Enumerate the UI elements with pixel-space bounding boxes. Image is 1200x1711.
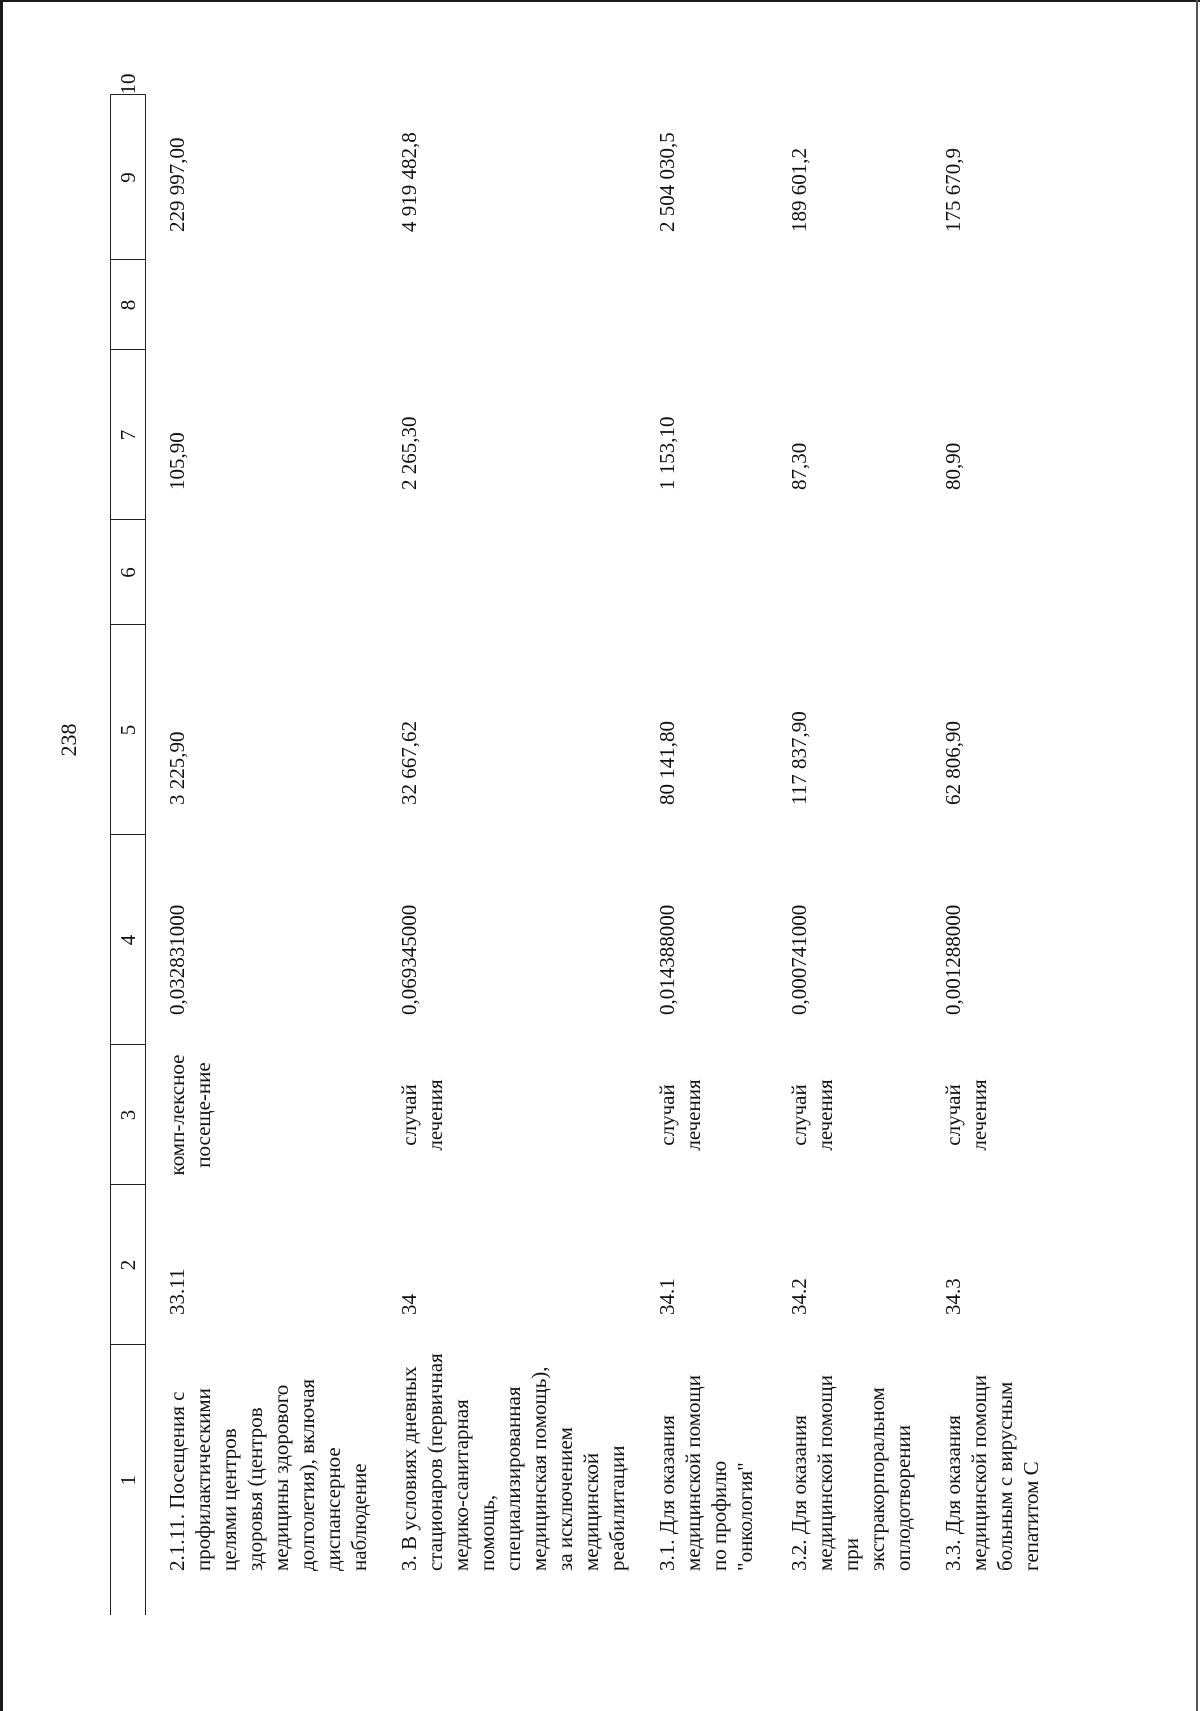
row-name: 3.3. Для оказания медицинской помощи больным с вирусным гепатитом С — [941, 1375, 1043, 1571]
row-code: 34.3 — [941, 1278, 965, 1315]
table-row — [640, 95, 772, 1615]
row-col-6 — [146, 520, 383, 625]
row-col-5: 62 806,90 — [941, 721, 965, 805]
row-name: 2.1.11. Посещения с профилактическими целями центров здоровья (центров медицины здорового долголетия), включая диспансерное наблюдение — [165, 1378, 371, 1571]
row-col-7: 105,90 — [165, 432, 189, 490]
row-col-6 — [640, 520, 772, 625]
row-col-9: 175 670,9 — [941, 148, 965, 232]
row-col-9: 2 504 030,5 — [655, 132, 679, 232]
row-col-4: 0,069345000 — [397, 904, 421, 1015]
column-header-3: 3 — [111, 1045, 146, 1185]
data-table — [110, 73, 1060, 1616]
row-unit: случай лечения — [397, 1079, 447, 1151]
row-col-9: 229 997,00 — [165, 137, 189, 232]
column-header-6: 6 — [111, 520, 146, 625]
row-unit: случай лечения — [655, 1079, 705, 1151]
row-col-7: 1 153,10 — [655, 416, 679, 490]
row-name: 3. В условиях дневных стационаров (первичная медико-санитарная помощь, специализированная медицинская помощь), за исключением медицинской реабилитации — [397, 1353, 629, 1571]
row-col-8 — [382, 260, 640, 350]
row-col-7: 2 265,30 — [397, 416, 421, 490]
table-row — [926, 95, 1060, 1615]
column-header-5: 5 — [111, 625, 146, 835]
scan-edge-left — [0, 0, 3, 1711]
row-unit: комп-лексное посеще-ние — [165, 1054, 215, 1176]
table-header-row: 1 2 3 4 5 6 7 8 9 10 — [111, 95, 146, 1615]
table-row — [772, 95, 926, 1615]
row-col-9: 189 601,2 — [787, 148, 811, 232]
page-number: 238 — [56, 723, 81, 757]
row-name: 3.1. Для оказания медицинской помощи по профилю "онкология" — [655, 1375, 757, 1571]
row-col-8 — [772, 260, 926, 350]
row-col-5: 3 225,90 — [165, 731, 189, 805]
row-code: 34.1 — [655, 1278, 679, 1315]
row-col-4: 0,000741000 — [787, 904, 811, 1015]
table-row — [146, 95, 383, 1615]
row-col-6 — [926, 520, 1060, 625]
row-col-8 — [926, 260, 1060, 350]
row-code: 33.11 — [165, 1268, 189, 1315]
row-unit: случай лечения — [941, 1079, 991, 1151]
row-col-4: 0,032831000 — [165, 904, 189, 1015]
column-header-7: 7 — [111, 350, 146, 520]
scan-edge-top — [0, 0, 1200, 2]
scan-edge-right — [1196, 0, 1198, 1711]
rotated-table-container — [110, 73, 1065, 1615]
row-col-4: 0,001288000 — [941, 904, 965, 1015]
column-header-4: 4 — [111, 835, 146, 1045]
row-col-5: 32 667,62 — [397, 721, 421, 805]
row-col-5: 80 141,80 — [655, 721, 679, 805]
column-header-8: 8 — [111, 260, 146, 350]
row-col-5: 117 837,90 — [787, 711, 811, 805]
row-code: 34 — [397, 1294, 421, 1315]
column-header-1: 1 — [111, 1345, 146, 1615]
row-col-8 — [640, 260, 772, 350]
row-col-4: 0,014388000 — [655, 904, 679, 1015]
column-header-2: 2 — [111, 1185, 146, 1345]
row-col-8 — [146, 260, 383, 350]
row-col-7: 87,30 — [787, 442, 811, 490]
row-code: 34.2 — [787, 1278, 811, 1315]
row-col-6 — [382, 520, 640, 625]
row-name: 3.2. Для оказания медицинской помощи при экстракорпоральном оплодотворении — [787, 1375, 915, 1571]
table-row — [382, 95, 640, 1615]
row-unit: случай лечения — [787, 1079, 837, 1151]
row-col-7: 80,90 — [941, 442, 965, 490]
column-header-9: 9 — [111, 95, 146, 260]
row-col-9: 4 919 482,8 — [397, 132, 421, 232]
row-col-6 — [772, 520, 926, 625]
